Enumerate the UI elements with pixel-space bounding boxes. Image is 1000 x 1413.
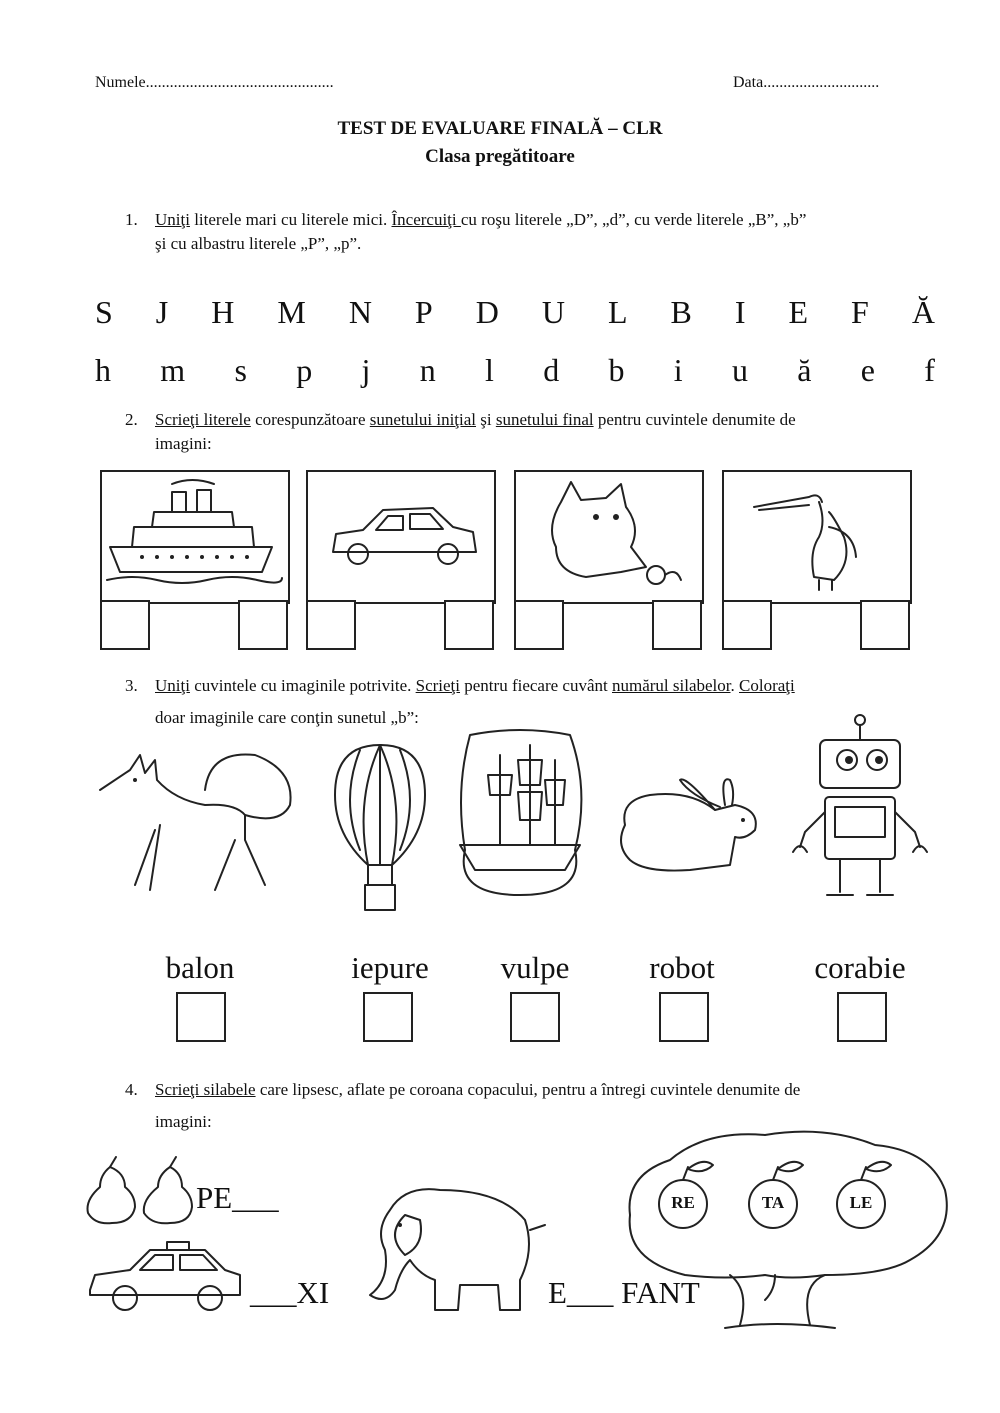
- pears-drawing: [80, 1155, 195, 1225]
- question-1-text: Uniţi literele mari cu literele mici. Încercuiţi cu roşu literele „D”, „d”, cu verde literele „B”, „b” şi cu albastru literele „P”, „p”.: [155, 210, 807, 253]
- letter[interactable]: P: [414, 294, 433, 330]
- syllable-count-box[interactable]: [510, 992, 560, 1042]
- initial-letter-box[interactable]: [514, 600, 564, 650]
- car-drawing: [308, 472, 494, 602]
- apple-syllable[interactable]: LE: [849, 1193, 873, 1212]
- pelican-drawing: [724, 472, 910, 602]
- elephant-drawing: [350, 1180, 550, 1320]
- page-title: TEST DE EVALUARE FINALĂ – CLR: [337, 118, 663, 139]
- kitten-picture-box: [514, 470, 704, 604]
- letter[interactable]: l: [485, 352, 494, 388]
- letter[interactable]: F: [851, 294, 869, 330]
- letter[interactable]: p: [296, 352, 313, 388]
- taxi-drawing: [85, 1240, 245, 1320]
- initial-letter-box[interactable]: [722, 600, 772, 650]
- question-number: 2.: [125, 410, 138, 429]
- letter[interactable]: N: [348, 294, 372, 330]
- word-corabie[interactable]: corabie: [814, 950, 906, 985]
- initial-letter-box[interactable]: [306, 600, 356, 650]
- letter[interactable]: f: [924, 352, 935, 388]
- initial-letter-box[interactable]: [100, 600, 150, 650]
- letter[interactable]: e: [860, 352, 875, 388]
- kitten-drawing: [516, 472, 702, 602]
- question-3-text: Uniţi cuvintele cu imaginile potrivite. Scrieţi pentru fiecare cuvânt numărul silabelor. Coloraţi doar imaginile care conţin sunetul „b”:: [155, 676, 795, 727]
- fox-drawing[interactable]: [95, 745, 305, 895]
- letter[interactable]: u: [731, 352, 748, 388]
- question-4-text: Scrieţi silabele care lipsesc, aflate pe coroana copacului, pentru a întregi cuvintele denumite de imagini:: [155, 1080, 801, 1131]
- page-subtitle: Clasa pregătitoare: [425, 146, 575, 167]
- apple-syllable[interactable]: RE: [671, 1193, 695, 1212]
- question-1: [125, 208, 935, 256]
- letter[interactable]: b: [608, 352, 625, 388]
- apple-syllable[interactable]: TA: [761, 1193, 785, 1212]
- word-taxi[interactable]: ___XI: [250, 1275, 330, 1310]
- final-letter-box[interactable]: [238, 600, 288, 650]
- word-robot[interactable]: robot: [649, 950, 715, 985]
- sailing-ship-drawing[interactable]: [450, 730, 590, 900]
- word-balon[interactable]: balon: [165, 950, 235, 985]
- robot-drawing[interactable]: [785, 712, 940, 907]
- question-2-text: Scrieţi literele corespunzătoare sunetului iniţial şi sunetului final pentru cuvintele denumite de imagini:: [155, 410, 796, 453]
- letter[interactable]: i: [673, 352, 683, 388]
- name-field[interactable]: Numele...............................................: [95, 74, 334, 91]
- syllable-count-box[interactable]: [837, 992, 887, 1042]
- letter[interactable]: ă: [797, 352, 812, 388]
- question-number: 4.: [125, 1080, 138, 1099]
- word-iepure[interactable]: iepure: [351, 950, 429, 985]
- question-number: 1.: [125, 210, 138, 229]
- letter[interactable]: I: [734, 294, 746, 330]
- word-vulpe[interactable]: vulpe: [500, 950, 570, 985]
- letter[interactable]: h: [95, 352, 111, 388]
- letter[interactable]: s: [234, 352, 247, 388]
- letter[interactable]: B: [670, 294, 692, 330]
- question-number: 3.: [125, 676, 138, 695]
- pelican-picture-box: [722, 470, 912, 604]
- apples-group: [658, 1157, 948, 1237]
- final-letter-box[interactable]: [860, 600, 910, 650]
- word-pere[interactable]: PE___: [196, 1180, 279, 1215]
- letter[interactable]: L: [607, 294, 628, 330]
- letter[interactable]: Ă: [911, 294, 935, 330]
- letter[interactable]: E: [788, 294, 809, 330]
- ship-picture-box: [100, 470, 290, 604]
- letter[interactable]: n: [419, 352, 436, 388]
- syllable-count-box[interactable]: [659, 992, 709, 1042]
- lowercase-letters-row: [95, 352, 935, 389]
- final-letter-box[interactable]: [444, 600, 494, 650]
- final-letter-box[interactable]: [652, 600, 702, 650]
- question-2: [125, 408, 935, 456]
- rabbit-drawing[interactable]: [605, 765, 775, 885]
- syllable-count-box[interactable]: [176, 992, 226, 1042]
- car-picture-box: [306, 470, 496, 604]
- ship-drawing: [102, 472, 288, 602]
- letter[interactable]: H: [211, 294, 235, 330]
- syllable-count-box[interactable]: [363, 992, 413, 1042]
- letter[interactable]: D: [475, 294, 499, 330]
- word-elefant[interactable]: E___ FANT: [548, 1275, 700, 1310]
- letter[interactable]: M: [277, 294, 306, 330]
- date-field[interactable]: Data.............................: [733, 74, 880, 91]
- letter[interactable]: S: [95, 294, 113, 330]
- uppercase-letters-row: [95, 294, 935, 331]
- letter[interactable]: m: [160, 352, 186, 388]
- hot-air-balloon-drawing[interactable]: [330, 740, 430, 915]
- letter[interactable]: d: [543, 352, 560, 388]
- letter[interactable]: J: [155, 294, 169, 330]
- letter[interactable]: U: [541, 294, 565, 330]
- letter[interactable]: j: [361, 352, 371, 388]
